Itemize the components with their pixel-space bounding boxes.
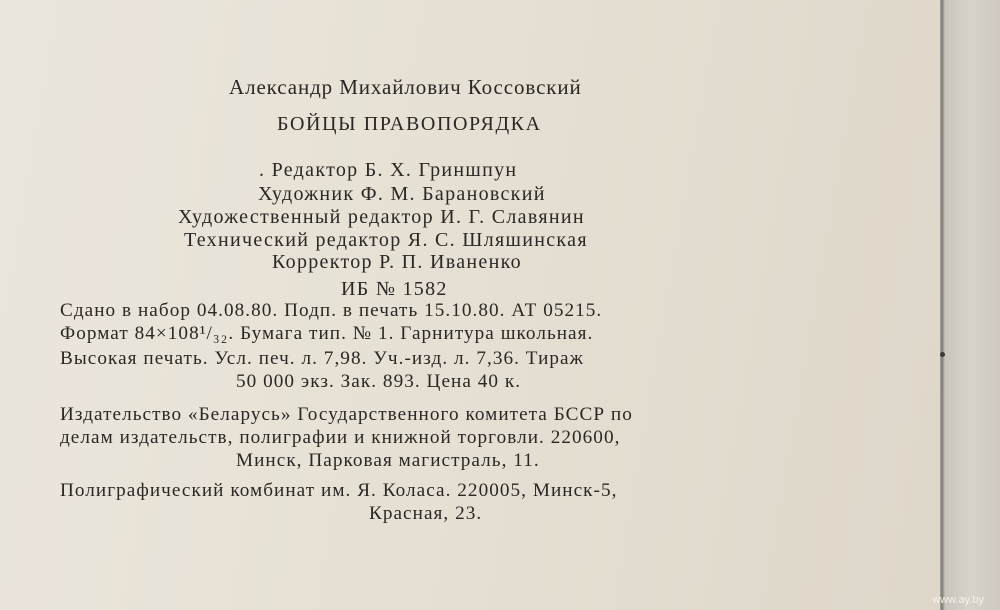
- book-title: БОЙЦЫ ПРАВОПОРЯДКА: [277, 113, 542, 135]
- credit-artist: Художник Ф. М. Барановский: [258, 183, 546, 205]
- imprint-line: Высокая печать. Усл. печ. л. 7,98. Уч.-изд. л. 7,36. Тираж: [60, 348, 584, 369]
- printer-line: Красная, 23.: [369, 503, 483, 524]
- publisher-line: Минск, Парковая магистраль, 11.: [236, 450, 540, 471]
- credit-art-editor: Художественный редактор И. Г. Славянин: [178, 206, 585, 228]
- printer-line: Полиграфический комбинат им. Я. Коласа. 220005, Минск-5,: [60, 480, 618, 501]
- credit-proofreader: Корректор Р. П. Иваненко: [272, 251, 522, 273]
- publisher-line: делам издательств, полиграфии и книжной торговли. 220600,: [60, 427, 621, 448]
- author-name: Александр Михайлович Коссовский: [229, 75, 582, 99]
- page-mark: [940, 352, 945, 357]
- credit-technical-editor: Технический редактор Я. С. Шляшинская: [184, 229, 588, 251]
- imprint-line: 50 000 экз. Зак. 893. Цена 40 к.: [236, 371, 522, 392]
- credit-editor: . Редактор Б. Х. Гриншпун: [259, 159, 518, 181]
- imprint-line: Формат 84×108¹/₃₂. Бумага тип. № 1. Гарнитура школьная.: [60, 323, 594, 344]
- watermark: www.ay.by: [932, 594, 984, 606]
- imprint-line: Сдано в набор 04.08.80. Подп. в печать 15.10.80. АТ 05215.: [60, 300, 603, 321]
- ib-number: ИБ № 1582: [341, 278, 448, 300]
- publisher-line: Издательство «Беларусь» Государственного комитета БССР по: [60, 404, 633, 425]
- page-edge: [940, 0, 1000, 610]
